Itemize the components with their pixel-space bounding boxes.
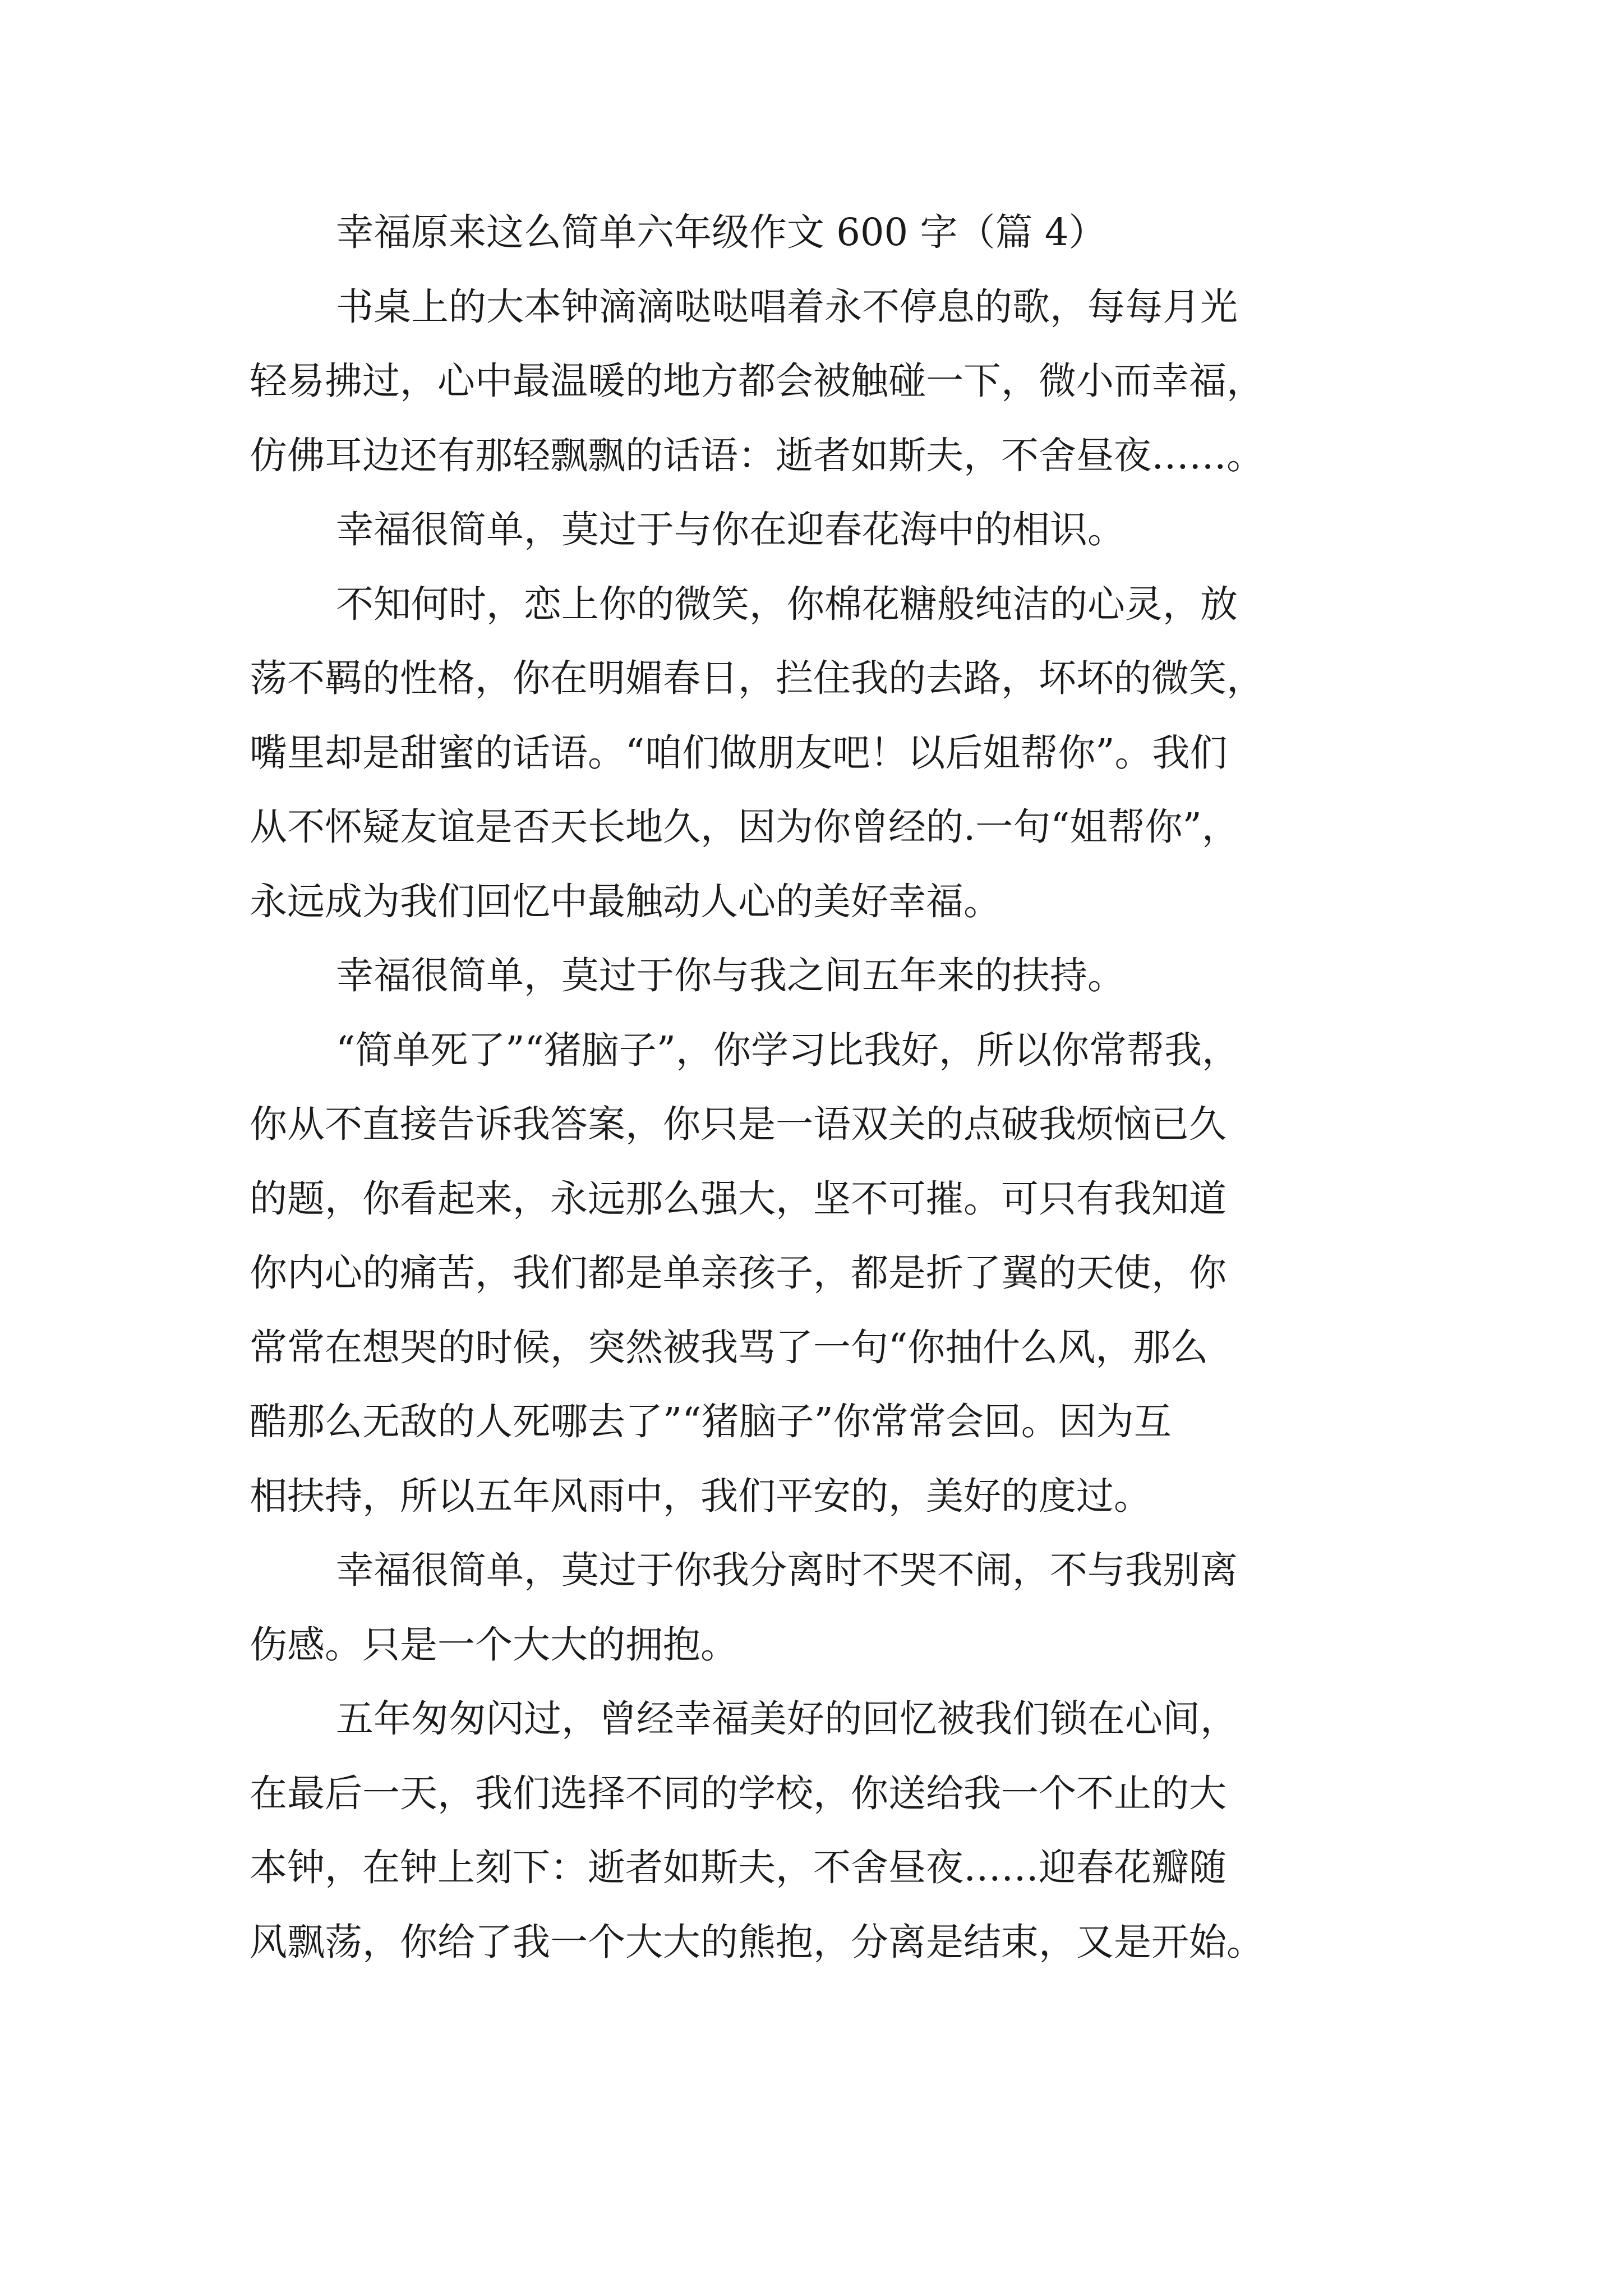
essay-text-line: 你从不直接告诉我答案，你只是一语双关的点破我烦恼已久 [250,1102,1227,1146]
essay-text-line: 你内心的痛苦，我们都是单亲孩子，都是折了翼的天使，你 [250,1251,1227,1295]
essay-text-line: 荡不羁的性格，你在明媚春日，拦住我的去路，坏坏的微笑， [250,656,1264,700]
essay-text-line: 轻易拂过，心中最温暖的地方都会被触碰一下，微小而幸福， [250,359,1264,403]
essay-text-line: 幸福很简单，莫过于你与我之间五年来的扶持。 [336,954,1125,997]
essay-text-line: 的题，你看起来，永远那么强大，坚不可摧。可只有我知道 [250,1176,1227,1221]
essay-text-line: 幸福很简单，莫过于你我分离时不哭不闹，不与我别离 [336,1548,1238,1592]
essay-text-line: 伤感。只是一个大大的拥抱。 [250,1622,738,1667]
essay-title-line: 幸福原来这么简单六年级作文 600 字（篇 4） [336,210,1106,254]
essay-text-line: 幸福很简单，莫过于与你在迎春花海中的相识。 [336,508,1125,551]
essay-text-line: 仿佛耳边还有那轻飘飘的话语：逝者如斯夫，不舍昼夜……。 [250,433,1264,477]
essay-text-line: 常常在想哭的时候，突然被我骂了一句“你抽什么风，那么 [250,1325,1209,1369]
essay-text-line: “简单死了”“猪脑子”，你学习比我好，所以你常帮我， [336,1028,1240,1072]
essay-text-line: 风飘荡，你给了我一个大大的熊抱，分离是结束，又是开始。 [250,1920,1264,1964]
essay-text-line: 嘴里却是甜蜜的话语。“咱们做朋友吧！以后姐帮你”。我们 [250,730,1228,775]
essay-text-line: 在最后一天，我们选择不同的学校，你送给我一个不止的大 [250,1771,1227,1815]
essay-text-line: 从不怀疑友谊是否天长地久，因为你曾经的.一句“姐帮你”， [250,805,1239,849]
essay-text-line: 五年匆匆闪过，曾经幸福美好的回忆被我们锁在心间， [336,1697,1238,1741]
essay-text-line: 永远成为我们回忆中最触动人心的美好幸福。 [250,879,1001,923]
essay-text-line: 书桌上的大本钟滴滴哒哒唱着永不停息的歌，每每月光 [336,284,1238,329]
essay-text-line: 不知何时，恋上你的微笑，你棉花糖般纯洁的心灵，放 [336,582,1238,626]
essay-text-line: 酷那么无敌的人死哪去了”“猪脑子”你常常会回。因为互 [250,1400,1172,1443]
essay-text-line: 相扶持，所以五年风雨中，我们平安的，美好的度过。 [250,1474,1151,1518]
essay-body [250,195,1377,1979]
essay-text-line: 本钟，在钟上刻下：逝者如斯夫，不舍昼夜……迎春花瓣随 [250,1846,1227,1889]
